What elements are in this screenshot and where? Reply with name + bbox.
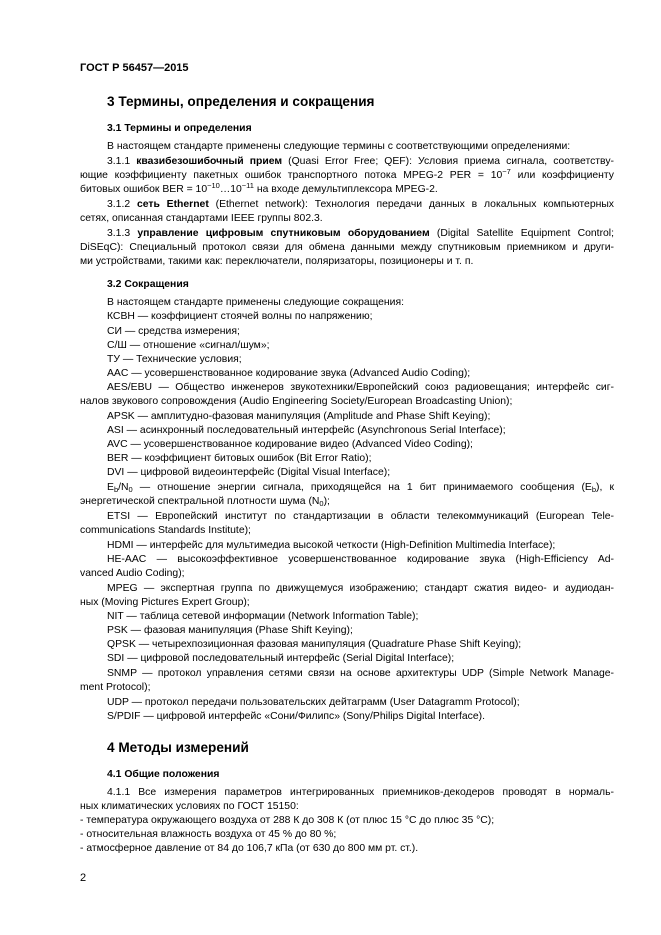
terms-intro: В настоящем стандарте применены следующие термины с соответствующими определениями: (107, 141, 571, 152)
term-3-1-2 (107, 198, 614, 211)
term-definition: (Digital Satellite Equipment Control; (429, 228, 615, 239)
superscript: −7 (502, 167, 511, 176)
text: или коэффициенту (510, 170, 614, 181)
abbr-item: S/PDIF — цифровой интерфейс «Сони/Филипс» (Sony/Philips Digital Interface). (107, 711, 485, 722)
superscript: −11 (241, 181, 254, 190)
abbr-item: ASI — асинхронный последовательный интерфейс (Asynchronous Serial Interface); (107, 425, 506, 436)
subscript: b (591, 485, 597, 494)
subsection-4-1-title: 4.1 Общие положения (107, 769, 220, 780)
term-3-1-1 (107, 155, 614, 168)
abbr-item: SNMP — протокол управления сетями связи на основе архитектуры UDP (Simple Network Manage- (107, 668, 614, 679)
term-definition: (Ethernet network): Технология передачи данных в локальных компьютерных (208, 199, 614, 210)
abbr-intro: В настоящем стандарте применены следующие сокращения: (107, 297, 404, 308)
term-3-1-2-line2: сетях, описанная стандартами IEEE группы 802.3. (80, 213, 323, 224)
abbr-item: NIT — таблица сетевой информации (Network Information Table); (107, 611, 419, 622)
condition-item: - относительная влажность воздуха от 45 % до 80 %; (80, 829, 337, 840)
text: ), к (596, 482, 614, 493)
text: на входе демультиплексора MPEG-2. (253, 184, 438, 195)
subsection-3-1-title: 3.1 Термины и определения (107, 123, 252, 134)
term-name: квазибезошибочный прием (136, 156, 283, 167)
abbr-item-cont: ment Protocol); (80, 682, 151, 693)
abbr-item: UDP — протокол передачи пользовательских дейтаграмм (User Datagramm Protocol); (107, 697, 520, 708)
text: /N (118, 482, 129, 493)
term-number: 3.1.3 (107, 228, 138, 239)
text: …10 (219, 184, 242, 195)
abbr-item-cont (80, 495, 614, 508)
term-3-1-1-line3 (80, 183, 614, 196)
abbr-item: КСВН — коэффициент стоячей волны по напряжению; (107, 311, 373, 322)
page-number: 2 (80, 872, 87, 884)
term-3-1-3-line3: ми устройствами, такими как: переключатели, поляризаторы, позиционеры и т. п. (80, 256, 474, 267)
term-3-1-3 (107, 227, 614, 240)
abbr-item: С/Ш — отношение «сигнал/шум»; (107, 340, 270, 351)
paragraph-4-1-1-line2: ных климатических условиях по ГОСТ 15150: (80, 801, 299, 812)
abbr-item: HDMI — интерфейс для мультимедиа высокой четкости (High-Definition Multimedia Interface); (107, 540, 556, 551)
text: ); (323, 496, 330, 507)
abbr-item-cont: ных (Moving Pictures Expert Group); (80, 597, 250, 608)
subscript: 0 (128, 485, 133, 494)
abbr-item-cont: налов звукового сопровождения (Audio Engineering Society/European Broadcasting Union); (80, 396, 513, 407)
subscript: 0 (319, 499, 324, 508)
term-3-1-3-line2: DiSEqC): Специальный протокол связи для обмена данными между спутниковым приемником и други- (80, 242, 614, 253)
abbr-item-cont: communications Standards Institute); (80, 525, 251, 536)
section-3-title: 3 Термины, определения и сокращения (107, 94, 375, 109)
abbr-item: AVC — усовершенствованное кодирование видео (Advanced Video Coding); (107, 439, 473, 450)
abbr-item: СИ — средства измерения; (107, 326, 240, 337)
term-number: 3.1.1 (107, 156, 137, 167)
term-name: управление цифровым спутниковым оборудованием (137, 228, 430, 239)
text: — отношение энергии сигнала, приходящейся на 1 бит принимаемого сообщения (E (132, 482, 592, 493)
abbr-item: ТУ — Технические условия; (107, 354, 242, 365)
term-3-1-1-line2 (80, 169, 614, 182)
abbr-item-cont: vanced Audio Coding); (80, 568, 185, 579)
paragraph-4-1-1: 4.1.1 Все измерения параметров интегрированных приемников-декодеров проводят в нормаль- (107, 787, 614, 798)
subscript: b (113, 485, 119, 494)
abbr-item: SDI — цифровой последовательный интерфейс (Serial Digital Interface); (107, 653, 455, 664)
running-header: ГОСТ Р 56457—2015 (80, 62, 189, 74)
abbr-item-ebn0 (107, 481, 614, 494)
superscript: −10 (207, 181, 220, 190)
text: битовых ошибок BER = 10 (80, 184, 208, 195)
condition-item: - атмосферное давление от 84 до 106,7 кПа (от 630 до 800 мм рт. ст.). (80, 843, 419, 854)
abbr-item: ETSI — Европейский институт по стандартизации в области телекоммуникаций (European Tele- (107, 511, 614, 522)
abbr-item: HE-AAC — высокоэффективное усовершенствованное кодирование звука (High-Efficiency Ad- (107, 554, 614, 565)
abbr-item: DVI — цифровой видеоинтерфейс (Digital Visual Interface); (107, 467, 391, 478)
subsection-3-2-title: 3.2 Сокращения (107, 279, 189, 290)
text: ющие коэффициенту пакетных ошибок транспортного потока MPEG-2 PER = 10 (80, 170, 503, 181)
abbr-item: MPEG — экспертная группа по движущемуся изображению; стандарт сжатия видео- и аудиодан- (107, 583, 614, 594)
section-4-title: 4 Методы измерений (107, 740, 249, 755)
term-name: сеть Ethernet (136, 199, 209, 210)
abbr-item: APSK — амплитудно-фазовая манипуляция (Amplitude and Phase Shift Keying); (107, 411, 491, 422)
abbr-item: AAC — усовершенствованное кодирование звука (Advanced Audio Coding); (107, 368, 471, 379)
abbr-item: BER — коэффициент битовых ошибок (Bit Error Ratio); (107, 453, 372, 464)
text: E (107, 482, 114, 493)
abbr-item: QPSK — четырехпозиционная фазовая манипуляция (Quadrature Phase Shift Keying); (107, 639, 522, 650)
abbr-item: AES/EBU — Общество инженеров звукотехники/Европейский союз радиовещания; интерфейс сиг- (107, 382, 614, 393)
term-definition: (Quasi Error Free; QEF): Условия приема сигнала, соответству- (282, 156, 614, 167)
term-number: 3.1.2 (107, 199, 137, 210)
text: энергетической спектральной плотности шума (N (80, 496, 320, 507)
condition-item: - температура окружающего воздуха от 288 К до 308 К (от плюс 15 °С до плюс 35 °С); (80, 815, 495, 826)
abbr-item: PSK — фазовая манипуляция (Phase Shift Keying); (107, 625, 353, 636)
